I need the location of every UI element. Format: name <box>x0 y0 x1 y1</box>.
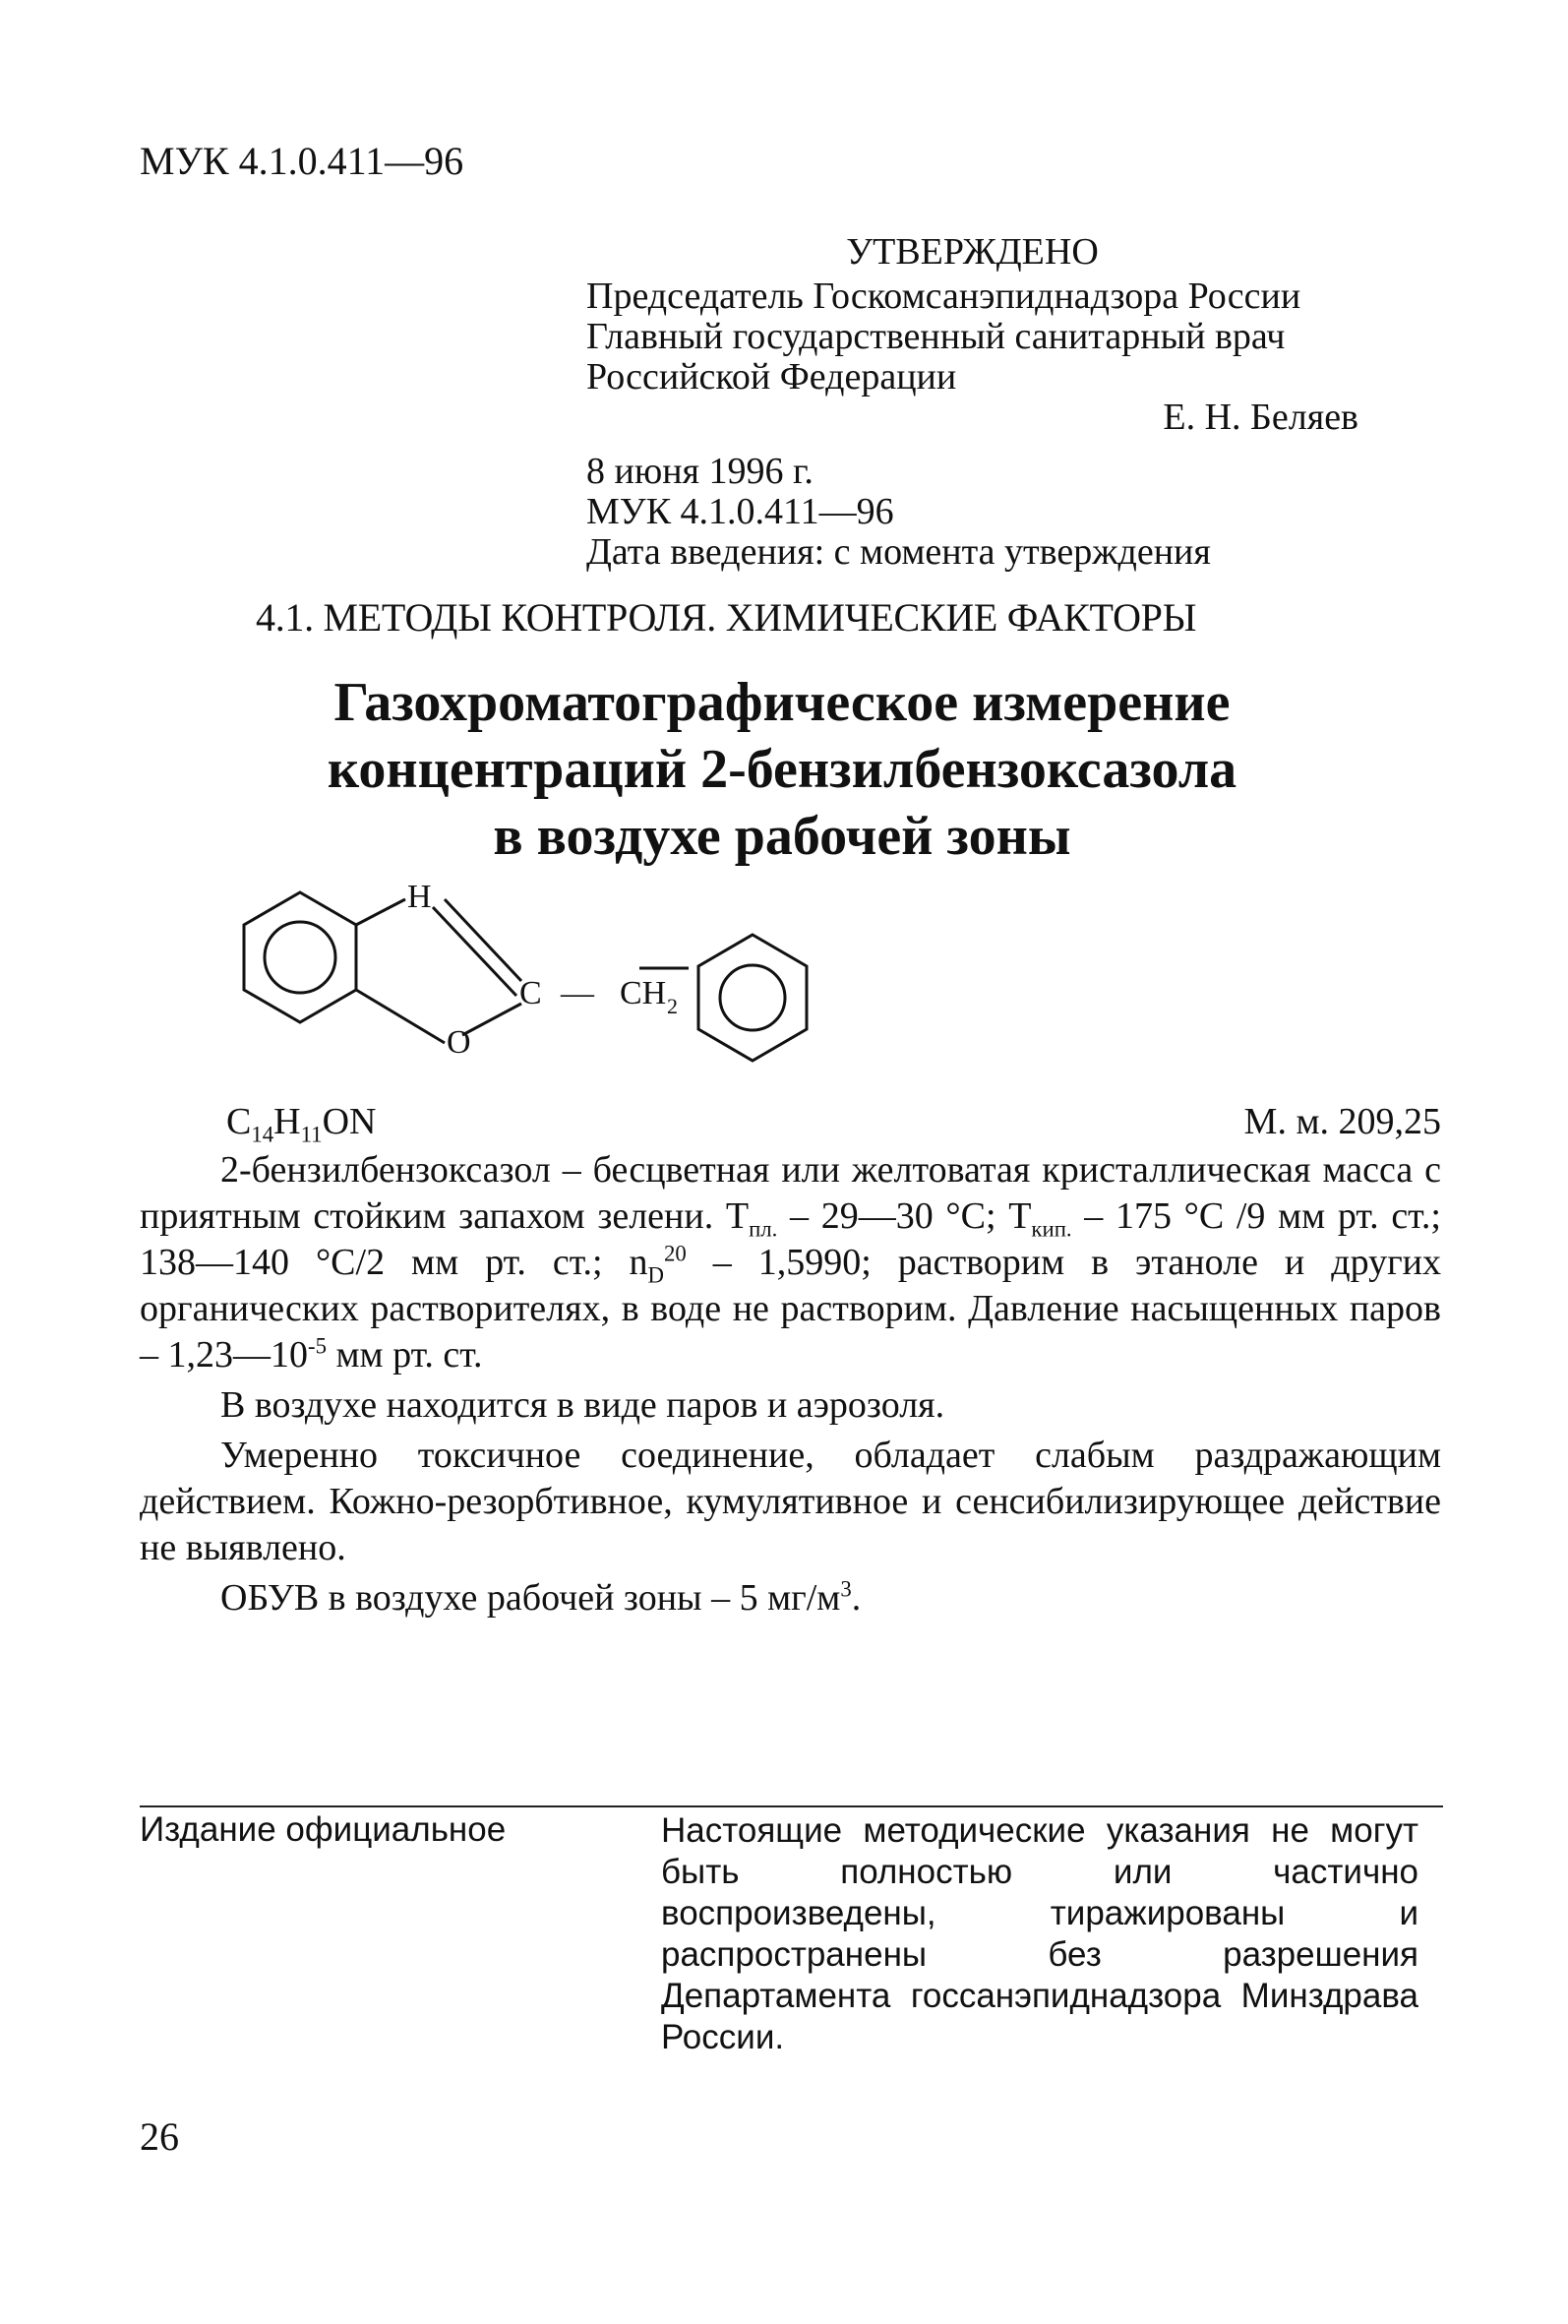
benzene-ring-left <box>244 892 356 1022</box>
paragraph-state: В воздухе находится в виде паров и аэрозоля. <box>220 1384 945 1426</box>
atom-label-ch-subscript: 2 <box>667 994 678 1018</box>
body-text <box>140 1147 1441 1621</box>
title-line: Газохроматографическое измерение <box>333 672 1231 733</box>
title-line: концентраций 2-бензилбензоксазола <box>327 739 1237 800</box>
atom-label-c: C <box>519 975 542 1011</box>
atom-label-ch: CH <box>620 975 667 1011</box>
atom-label-o: O <box>447 1024 471 1061</box>
approval-line: Российской Федерации <box>586 356 957 398</box>
molecular-formula: $C_{14}H_{11}ON$ <box>226 1101 377 1147</box>
approval-signatory: Е. Н. Беляев <box>1163 397 1358 438</box>
atom-label-h: H <box>407 879 432 915</box>
molecular-formula-line <box>226 1100 1441 1147</box>
document-code: МУК 4.1.0.411—96 <box>140 139 464 183</box>
approval-heading: УТВЕРЖДЕНО <box>846 231 1099 273</box>
molecular-mass: М. м. 209,25 <box>1243 1101 1441 1142</box>
aromatic-circle-left <box>265 922 335 993</box>
title-line: в воздухе рабочей зоны <box>493 806 1071 867</box>
edition-label: Издание официальное <box>140 1810 507 1849</box>
bond-dash: — <box>561 975 594 1011</box>
structural-formula <box>226 878 905 1080</box>
paragraph-toxicity: Умеренно токсичное соединение, обладает слабым раздражающим действием. Кожно-резорбтивное, кумулятивное и сенсибилизирующее действие не выявлено. <box>140 1435 1441 1568</box>
approval-effective-date: Дата введения: с момента утверждения <box>586 531 1211 573</box>
paragraph-properties: 2-бензилбензоксазол – бесцветная или желтоватая кристаллическая масса с приятным стойким запахом зелени. $T_{пл.}$ – 29—30 °С; $T_{кип.} - 175$ °С /9 мм рт. ст.; 138—140 °С/2 мм рт. ст.; $n_D^{20} - 1,5990$; растворим в этаноле и других органических растворителях, в воде не растворим. Давление насыщенных паров – $1,23—10^{-5}$ мм рт. ст. <box>140 1149 1441 1376</box>
copyright-notice: Настоящие методические указания не могут быть полностью или частично воспроизведены, тиражированы и распространены без разрешения Департамента госсанэпиднадзора Минздрава России. <box>661 1811 1418 2056</box>
aromatic-circle-right <box>720 965 785 1030</box>
approval-line: Председатель Госкомсанэпиднадзора России <box>586 275 1301 317</box>
paragraph-limit: ОБУВ в воздухе рабочей зоны – 5 $мг/м^3$. <box>220 1576 862 1619</box>
approval-line: Главный государственный санитарный врач <box>586 316 1286 357</box>
footer-divider <box>140 1805 1443 1807</box>
approval-doc-code: МУК 4.1.0.411—96 <box>586 491 894 532</box>
page-number: 26 <box>140 2114 179 2159</box>
approval-block <box>586 232 1358 573</box>
benzene-ring-right <box>698 935 807 1061</box>
approval-date: 8 июня 1996 г. <box>586 451 814 492</box>
section-heading: 4.1. МЕТОДЫ КОНТРОЛЯ. ХИМИЧЕСКИЕ ФАКТОРЫ <box>256 595 1197 640</box>
document-title <box>138 669 1426 870</box>
